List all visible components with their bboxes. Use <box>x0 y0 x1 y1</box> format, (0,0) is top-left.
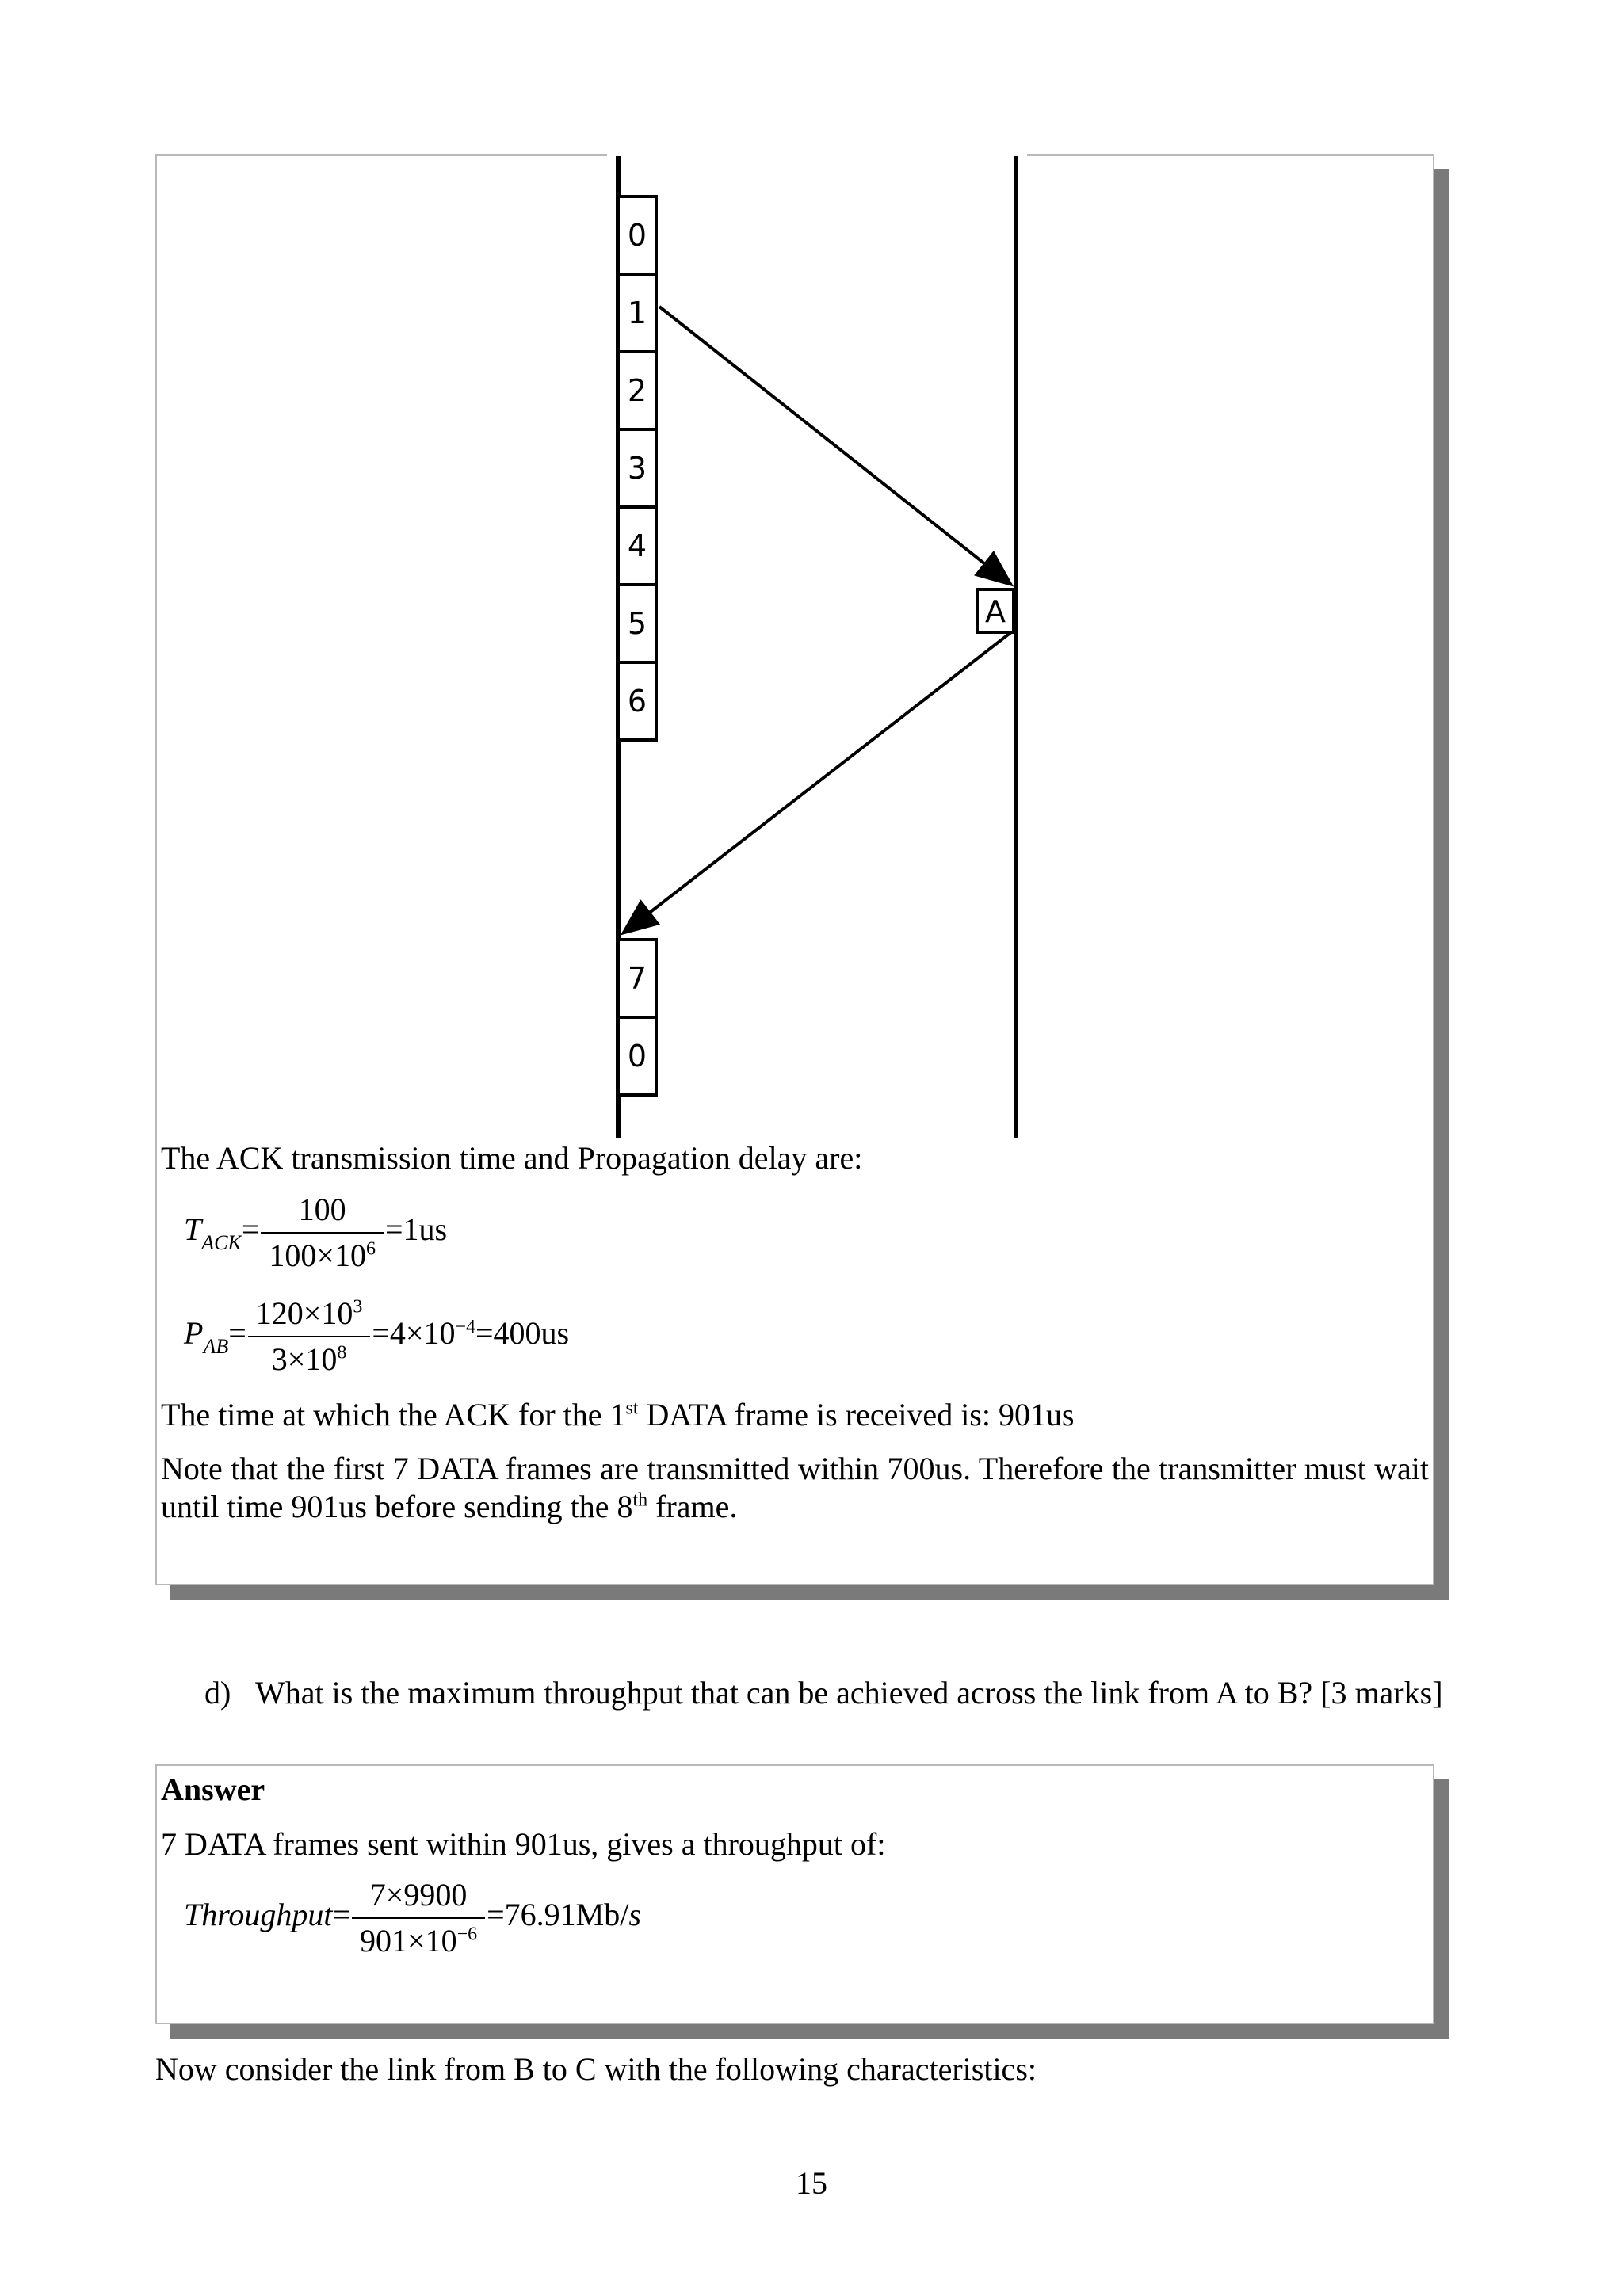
sliding-window-diagram <box>0 0 1623 1141</box>
answer-heading: Answer <box>161 1772 265 1807</box>
t-ack-formula: $T_{ACK}=$ $\frac{100}{100\times 10^6}$ =1us <box>184 1192 448 1273</box>
ack-time-text: The time at which the ACK for the 1st DATA frame is received is: 901us <box>161 1397 1075 1432</box>
answer-line: 7 DATA frames sent within 901us, gives a throughput of: <box>161 1826 886 1862</box>
ack-intro-text: The ACK transmission time and Propagation delay are: <box>161 1140 863 1176</box>
sender-top-frame-label-2: 2 <box>627 373 647 408</box>
footer-text: Now consider the link from B to C with the following characteristics: <box>155 2051 1037 2087</box>
sender-top-frame-label-4: 4 <box>627 528 647 563</box>
page-number: 15 <box>796 2165 827 2201</box>
sender-top-frame-label-6: 6 <box>627 684 647 719</box>
note-text: Note that the first 7 DATA frames are transmitted within 700us. Therefore the transmitter must wait until time 901us before sending the 8th frame. <box>161 1451 1429 1524</box>
question-text: What is the maximum throughput that can be achieved across the link from A to B? [3 marks] <box>255 1675 1443 1711</box>
ack-frame-label: A <box>985 594 1006 629</box>
sender-top-frame-label-0: 0 <box>627 218 647 253</box>
sender-top-frame-label-3: 3 <box>627 451 647 486</box>
data-frame-arrow <box>659 307 1011 585</box>
sender-top-frame-label-5: 5 <box>627 606 647 641</box>
throughput-formula: Throughput= $\frac{7\times 9900}{901\times 10^{-6}}$ =76.91Mb/s <box>184 1877 641 1958</box>
sender-top-frame-label-1: 1 <box>627 296 647 330</box>
sender-bottom-frame-label-1: 0 <box>627 1039 647 1074</box>
p-ab-formula: $P_{AB}=$ $\frac{120\times 10^3}{3\times 10^8}$ $=4\times 10^{-4}=400us$ <box>184 1295 570 1377</box>
sender-bottom-frame-label-0: 7 <box>627 961 647 996</box>
ack-arrow <box>623 632 1011 933</box>
question-marker: d) <box>204 1675 231 1711</box>
